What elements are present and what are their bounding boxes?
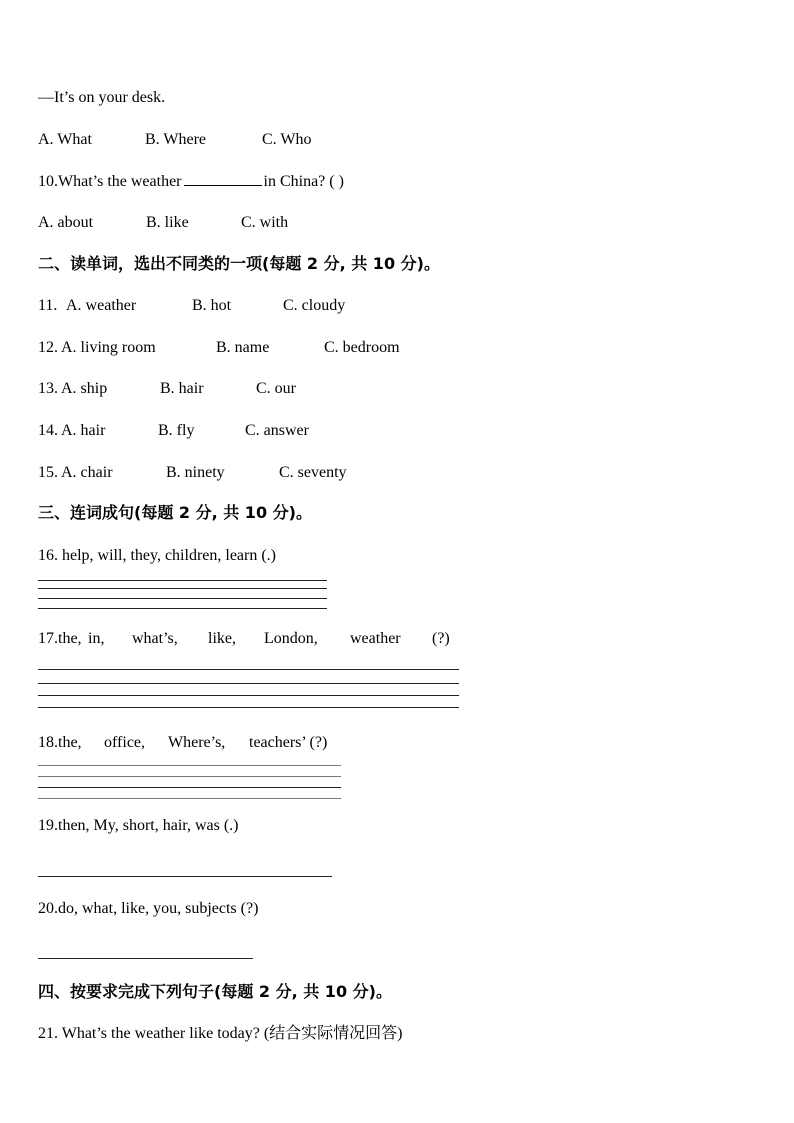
q9-answer-line: —It’s on your desk.: [38, 89, 166, 106]
q11-number: 11.: [38, 297, 58, 314]
answer-line[interactable]: [38, 958, 253, 959]
q18-word: 18.the,: [38, 734, 82, 751]
q20-prompt: 20.do, what, like, you, subjects (?): [38, 900, 259, 917]
q18-word: office,: [104, 734, 146, 751]
answer-line[interactable]: [38, 776, 341, 777]
answer-line[interactable]: [38, 876, 332, 877]
q10-suffix: in China? ( ): [263, 173, 344, 190]
q17-prompt: [38, 629, 450, 649]
option-c: C. our: [256, 380, 296, 397]
q17-word: 17.the,: [38, 630, 82, 647]
answer-line[interactable]: [38, 598, 327, 599]
option-b: B. like: [146, 214, 189, 231]
answer-line[interactable]: [38, 798, 341, 799]
q15-number: 15.: [38, 464, 58, 481]
answer-line[interactable]: [38, 683, 459, 684]
answer-line[interactable]: [38, 707, 459, 708]
option-c: C. seventy: [279, 464, 347, 481]
q13-number: 13.: [38, 380, 58, 397]
q9-options: [38, 130, 311, 150]
q12-number: 12.: [38, 339, 58, 356]
q17-word: like,: [208, 630, 236, 647]
option-c: C. with: [241, 214, 289, 231]
answer-line[interactable]: [38, 588, 327, 589]
q17-word: London,: [264, 630, 318, 647]
q17-word: (?): [432, 630, 450, 647]
section-3-heading: 三、连词成句(每题 2 分, 共 10 分)。: [38, 503, 312, 522]
option-b: B. Where: [145, 131, 207, 148]
answer-line[interactable]: [38, 608, 327, 609]
option-b: B. ninety: [166, 464, 225, 481]
q10-options: [38, 213, 288, 233]
q10-prefix: 10.What’s the weather: [38, 173, 182, 190]
q18-prompt: [38, 733, 327, 753]
q17-word: in,: [88, 630, 105, 647]
option-a: A. weather: [66, 297, 137, 314]
option-b: B. name: [216, 339, 270, 356]
q11: [38, 296, 345, 316]
option-b: B. hot: [192, 297, 232, 314]
q17-word: what’s,: [132, 630, 178, 647]
q14: [38, 421, 309, 441]
section-4-heading: 四、按要求完成下列句子(每题 2 分, 共 10 分)。: [38, 982, 392, 1001]
answer-line[interactable]: [38, 765, 341, 766]
q17-word: weather: [350, 630, 401, 647]
option-b: B. fly: [158, 422, 195, 439]
option-a: A. about: [38, 214, 94, 231]
q14-number: 14.: [38, 422, 58, 439]
option-a: A. chair: [61, 464, 113, 481]
option-a: A. ship: [61, 380, 108, 397]
q13: [38, 379, 296, 399]
q18-word: Where’s,: [168, 734, 226, 751]
q18-word: teachers’ (?): [249, 734, 328, 751]
q12: [38, 338, 400, 358]
answer-line[interactable]: [38, 787, 341, 788]
answer-line[interactable]: [38, 669, 459, 670]
answer-line[interactable]: [38, 695, 459, 696]
option-c: C. cloudy: [283, 297, 346, 314]
option-c: C. bedroom: [324, 339, 400, 356]
option-a: A. What: [38, 131, 92, 148]
option-a: A. living room: [61, 339, 156, 356]
q16-prompt: 16. help, will, they, children, learn (.): [38, 547, 276, 564]
section-2-heading: 二、读单词，选出不同类的一项(每题 2 分, 共 10 分)。: [38, 254, 440, 273]
option-b: B. hair: [160, 380, 204, 397]
option-c: C. answer: [245, 422, 309, 439]
q21-prompt: 21. What’s the weather like today? (结合实际情况回答): [38, 1025, 403, 1042]
answer-line[interactable]: [38, 580, 327, 581]
q15: [38, 463, 347, 483]
answer-blank[interactable]: [184, 171, 262, 186]
q10-question: [38, 171, 344, 192]
q19-prompt: 19.then, My, short, hair, was (.): [38, 817, 239, 834]
option-a: A. hair: [61, 422, 106, 439]
option-c: C. Who: [262, 131, 312, 148]
